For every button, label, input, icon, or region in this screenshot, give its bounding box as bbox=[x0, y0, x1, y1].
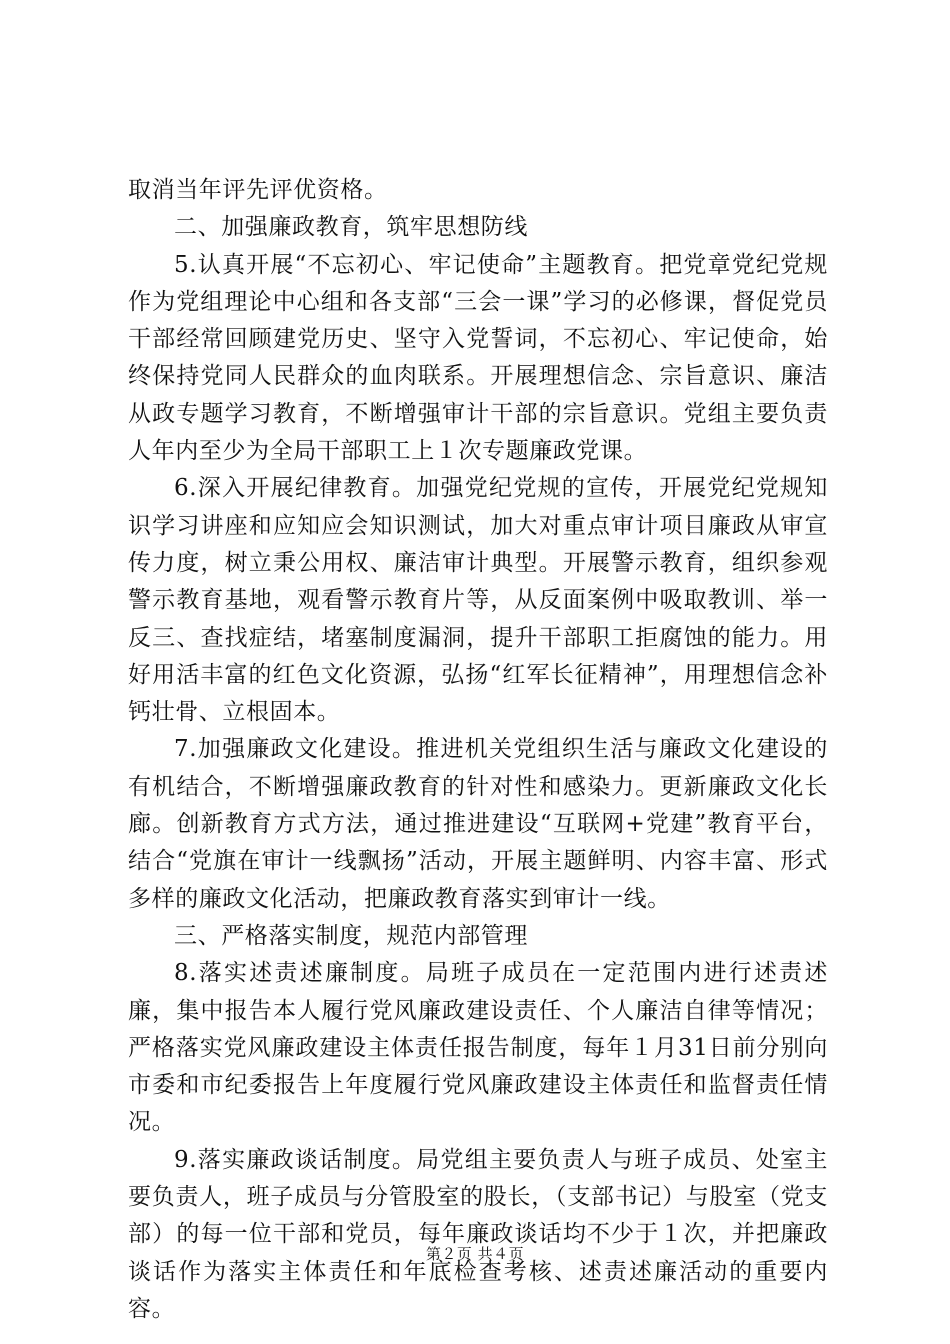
section-heading-2: 二、加强廉政教育，筑牢思想防线 bbox=[174, 214, 528, 241]
paragraph-item-7: 7.加强廉政文化建设。推进机关党组织生活与廉政文化建设的有机结合，不断增强廉政教育的针对性和感染力。更新廉政文化长廊。创新教育方式方法，通过推进建设“互联网+党建”教育平台，结合“党旗在审计一线飘扬”活动，开展主题鲜明、内容丰富、形式多样的廉政文化活动，把廉政教育落实到审计一线。 bbox=[128, 736, 828, 912]
paragraph-item-8: 8.落实述责述廉制度。局班子成员在一定范围内进行述责述廉，集中报告本人履行党风廉政建设责任、个人廉洁自律等情况；严格落实党风廉政建设主体责任报告制度，每年１月31日前分别向市委和市纪委报告上年度履行党风廉政建设主体责任和监督责任情况。 bbox=[128, 960, 828, 1136]
paragraph-item-9: 9.落实廉政谈话制度。局党组主要负责人与班子成员、处室主要负责人，班子成员与分管股室的股长，（支部书记）与股室（党支部）的每一位干部和党员，每年廉政谈话均不少于１次，并把廉政谈话作为落实主体责任和年底检查考核、述责述廉活动的重要内容。 bbox=[128, 1146, 828, 1322]
paragraph-item-6: 6.深入开展纪律教育。加强党纪党规的宣传，开展党纪党规知识学习讲座和应知应会知识测试，加大对重点审计项目廉政从审宣传力度，树立秉公用权、廉洁审计典型。开展警示教育，组织参观警示教育基地，观看警示教育片等，从反面案例中吸取教训、举一反三、查找症结，堵塞制度漏洞，提升干部职工拒腐蚀的能力。用好用活丰富的红色文化资源，弘扬“红军长征精神”，用理想信念补钙壮骨、立根固本。 bbox=[128, 475, 828, 726]
page-number-footer: 第２页 共４页 bbox=[425, 1245, 525, 1263]
section-heading-3: 三、严格落实制度，规范内部管理 bbox=[174, 922, 528, 949]
document-body bbox=[128, 172, 828, 1328]
paragraph-1: 取消当年评先评优资格。 bbox=[128, 177, 388, 203]
paragraph-item-5: 5.认真开展“不忘初心、牢记使命”主题教育。把党章党纪党规作为党组理论中心组和各支部“三会一课”学习的必修课，督促党员干部经常回顾建党历史、坚守入党誓词，不忘初心、牢记使命，始终保持党同人民群众的血肉联系。开展理想信念、宗旨意识、廉洁从政专题学习教育，不断增强审计干部的宗旨意识。党组主要负责人年内至少为全局干部职工上１次专题廉政党课。 bbox=[128, 251, 828, 465]
